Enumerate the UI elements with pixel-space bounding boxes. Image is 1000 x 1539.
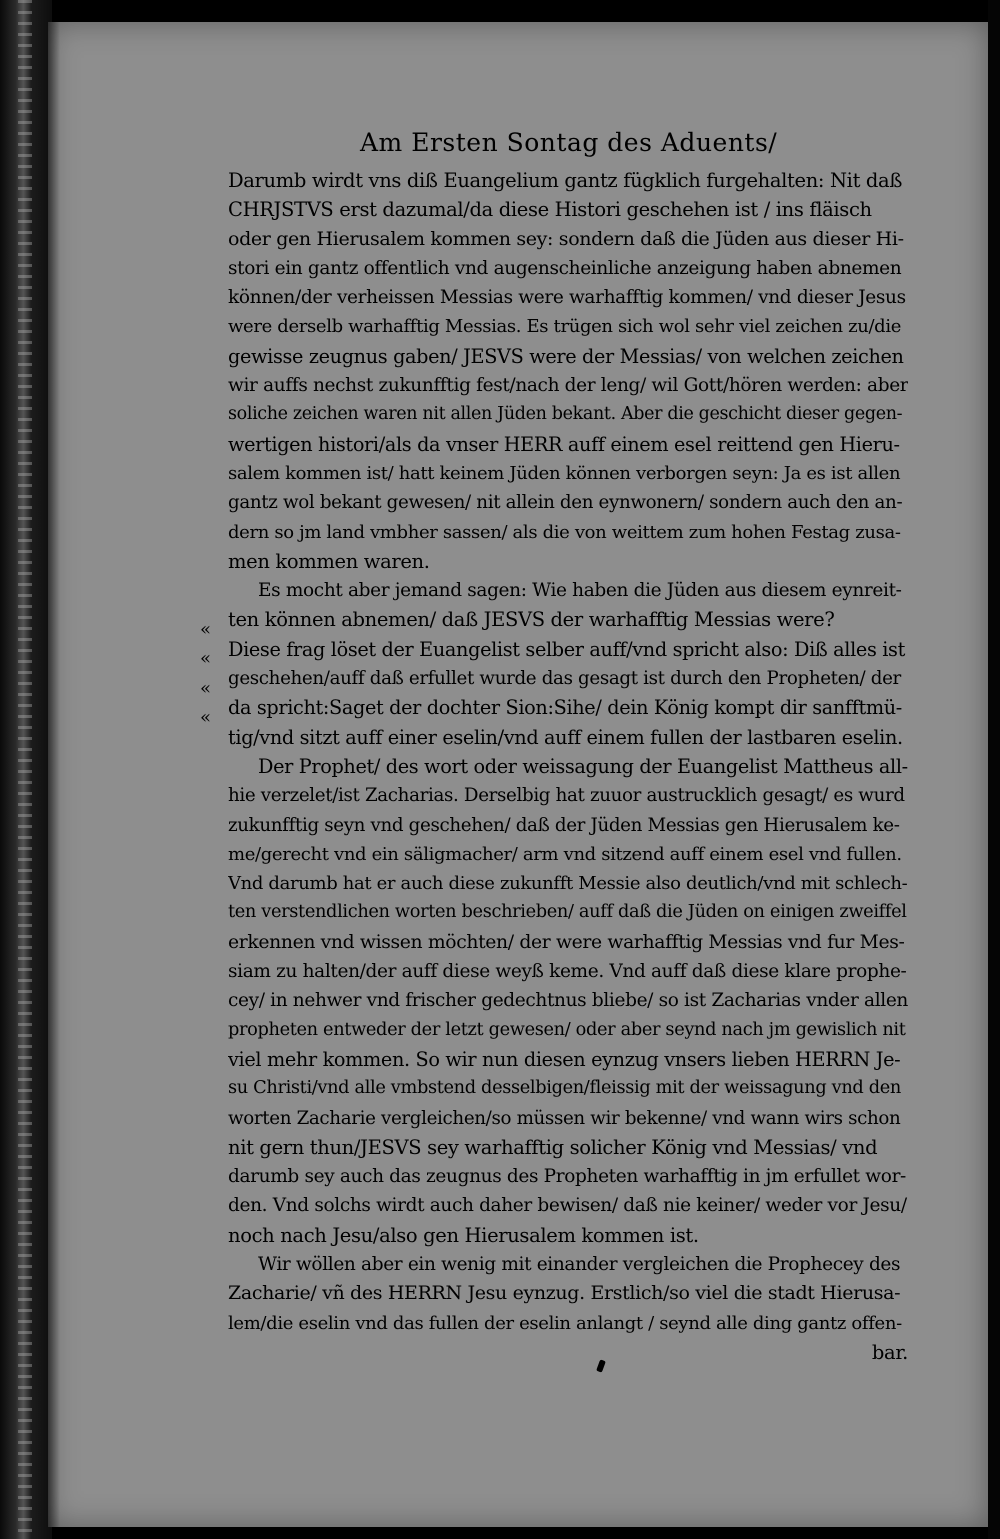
page-shadow [48,22,60,1527]
text-line: erkennen vnd wissen möchten/ der were warhafftig Messias vnd fur Mes- [228,931,905,953]
text-line: salem kommen ist/ hatt keinem Jüden können verborgen seyn: Ja es ist allen [228,462,901,484]
text-line: men kommen waren. [228,549,430,573]
margin-mark: « [200,677,212,699]
text-line: propheten entweder der letzt gewesen/ oder aber seynd nach jm gewislich nit [228,1019,906,1040]
text-line: nit gern thun/JESVS sey warhafftig solicher König vnd Messias/ vnd [228,1135,878,1159]
text-line: ten können abnemen/ daß JESVS der warhafftig Messias were? [228,608,835,632]
text-line: Vnd darumb hat er auch diese zukunfft Messie also deutlich/vnd mit schlech- [228,873,908,895]
text-line: oder gen Hierusalem kommen sey: sondern daß die Jüden aus dieser Hi- [228,227,904,250]
scan-border [988,0,1000,1539]
text-line: können/der verheissen Messias were warhafftig kommen/ vnd dieser Jesus [228,287,906,309]
quotation-margin-marks [200,615,224,732]
text-line: su Christi/vnd alle vmbstend desselbigen/fleissig mit der weissagung vnd den [228,1078,901,1099]
text-line: stori ein gantz offentlich vnd augenscheinliche anzeigung haben abnemen [228,257,902,279]
running-header: Am Ersten Sontag des Aduents/ [360,128,778,157]
text-line: Zacharie/ vñ des HERRN Jesu eynzug. Erstlich/so viel die stadt Hierusa- [228,1282,901,1305]
text-line: wertigen histori/als da vnser HERR auff einem esel reittend gen Hieru- [228,432,900,456]
text-line: gewisse zeugnus gaben/ JESVS were der Messias/ von welchen zeichen [228,344,904,368]
body-text [228,166,908,1367]
text-line: zukunfftig seyn vnd geschehen/ daß der Jüden Messias gen Hierusalem ke- [228,814,900,836]
text-line: siam zu halten/der auff diese weyß keme. Vnd auff daß diese klare prophe- [228,961,907,983]
text-line: tig/vnd sitzt auff einer eselin/vnd auff einem fullen der lastbaren eselin. [228,725,903,749]
gutter-texture [18,0,32,1539]
text-line: den. Vnd solchs wirdt auch daher bewisen/ daß nie keiner/ weder vor Jesu/ [228,1195,907,1217]
margin-mark: « [200,648,212,670]
text-line: lem/die eselin vnd das fullen der eselin anlangt / seynd alle ding gantz offen- [228,1312,902,1334]
text-line: me/gerecht vnd ein säligmacher/ arm vnd sitzend auff einem esel vnd fullen. [228,843,902,865]
margin-mark: « [200,706,212,728]
text-line: dern so jm land vmbher sassen/ als die von weittem zum hohen Festag zusa- [228,521,901,543]
text-line: were derselb warhafftig Messias. Es trügen sich wol sehr viel zeichen zu/die [228,316,902,338]
text-line: Wir wöllen aber ein wenig mit einander vergleichen die Prophecey des [258,1253,901,1275]
text-line: soliche zeichen waren nit allen Jüden bekant. Aber die geschicht dieser gegen- [228,404,903,425]
text-line: worten Zacharie vergleichen/so müssen wir bekenne/ vnd wann wirs schon [228,1107,901,1129]
text-line: viel mehr kommen. So wir nun diesen eynzug vnsers lieben HERRN Je- [228,1047,901,1071]
text-line: Darumb wirdt vns diß Euangelium gantz fügklich furgehalten: Nit daß [228,169,902,192]
margin-mark: « [200,619,212,640]
text-line: Diese frag löset der Euangelist selber auff/vnd spricht also: Diß alles ist [228,637,905,661]
text-line: da spricht:Saget der dochter Sion:Sihe/ dein König kompt dir sanfftmü- [228,696,902,720]
text-line: hie verzelet/ist Zacharias. Derselbig hat zuuor austrucklich gesagt/ es wurd [228,785,905,807]
text-line: Der Prophet/ des wort oder weissagung der Euangelist Mattheus all- [258,754,908,778]
text-line: CHRJSTVS erst dazumal/da diese Histori geschehen ist / ins fläisch [228,198,872,222]
text-line: wir auffs nechst zukunfftig fest/nach der leng/ wil Gott/hören werden: aber [228,375,908,397]
text-line: gantz wol bekant gewesen/ nit allein den eynwonern/ sondern auch den an- [228,492,903,514]
text-line: geschehen/auff daß erfullet wurde das gesagt ist durch den Propheten/ der [228,668,901,690]
text-line: darumb sey auch das zeugnus des Propheten warhafftig in jm erfullet wor- [228,1166,906,1188]
text-line: bar. [871,1340,908,1364]
text-line: noch nach Jesu/also gen Hierusalem kommen ist. [228,1223,699,1247]
text-line: ten verstendlichen worten beschrieben/ auff daß die Jüden on einigen zweiffel [228,902,907,923]
text-line: Es mocht aber jemand sagen: Wie haben die Jüden aus diesem eynreit- [258,580,902,602]
text-line: cey/ in nehwer vnd frischer gedechtnus bliebe/ so ist Zacharias vnder allen [228,990,908,1012]
